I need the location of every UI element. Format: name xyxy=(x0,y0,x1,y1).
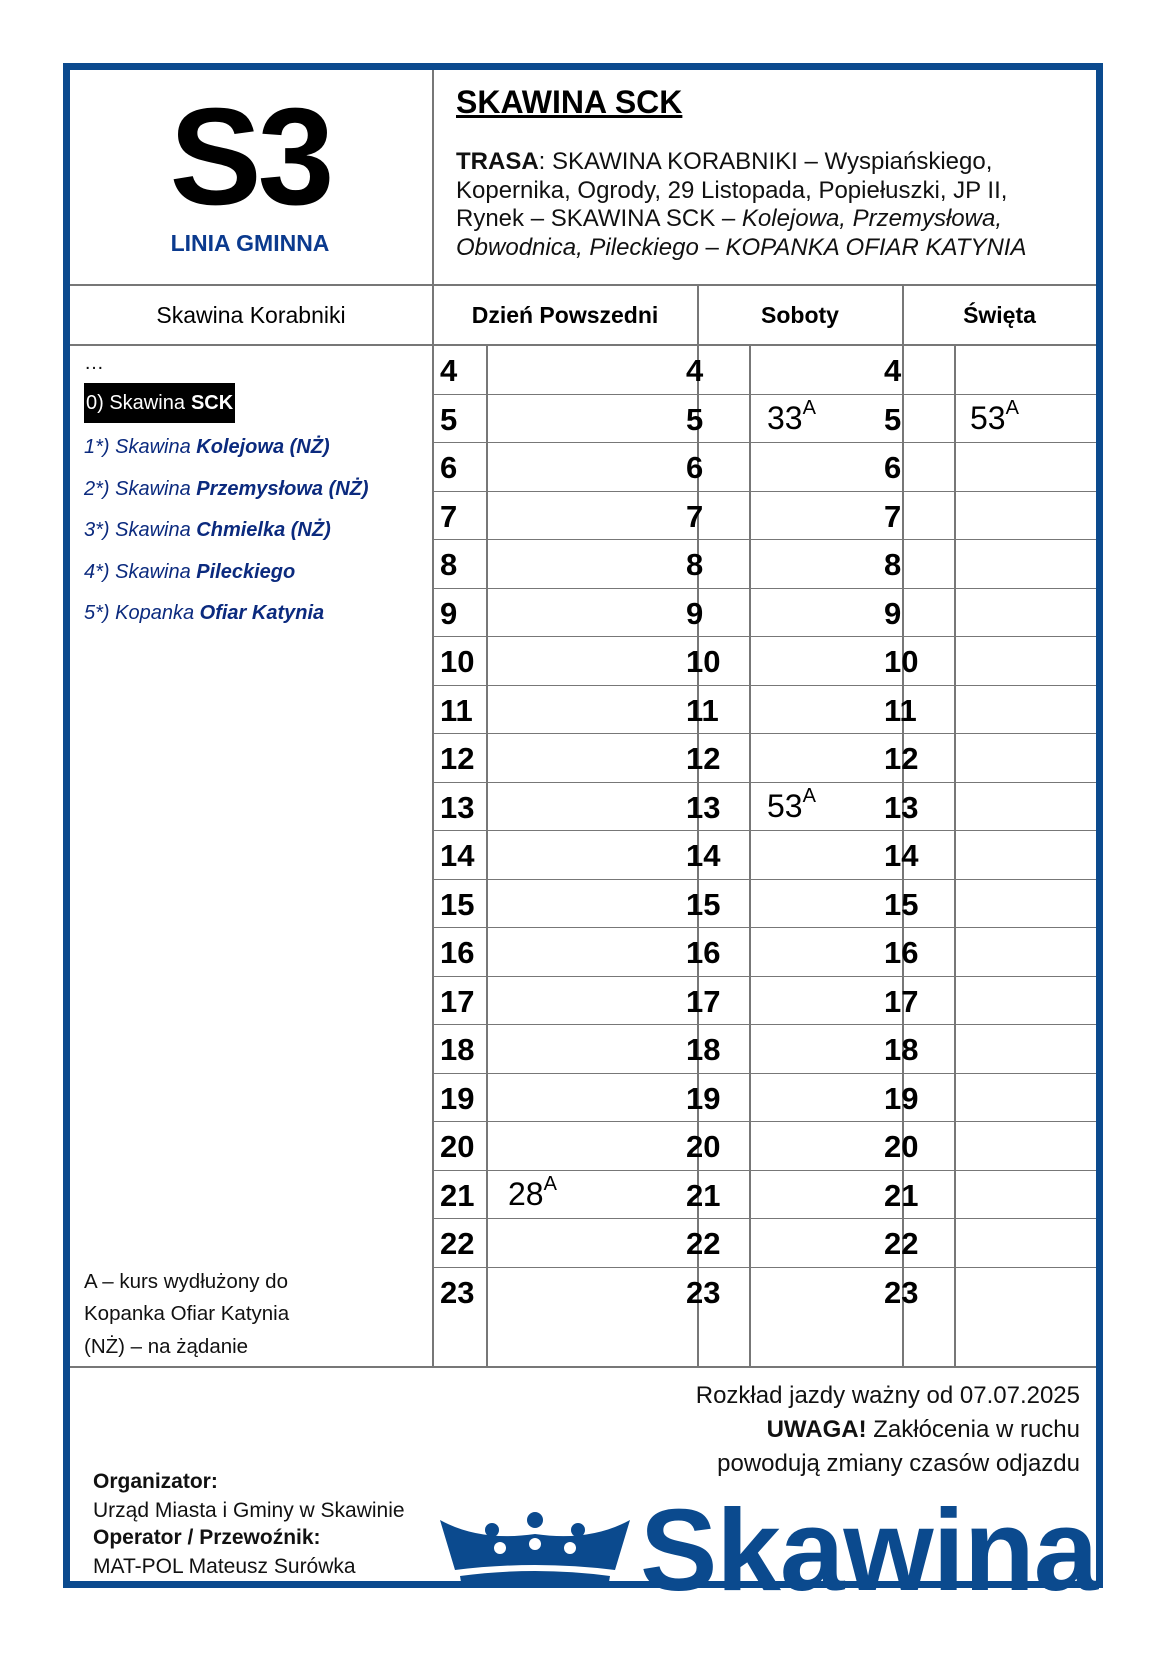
hour-saturday: 6 xyxy=(686,450,704,485)
hour-weekday: 21 xyxy=(440,1177,475,1213)
stop-item: 5*) Kopanka Ofiar Katynia xyxy=(84,602,325,624)
hour-saturday: 5 xyxy=(686,401,704,437)
hour-saturday: 19 xyxy=(686,1080,721,1116)
valid-from: Rozkład jazdy ważny od 07.07.2025 xyxy=(695,1382,1080,1409)
hour-weekday: 15 xyxy=(440,886,475,922)
column-saturday: Soboty xyxy=(761,301,839,328)
hour-holiday: 10 xyxy=(884,644,919,679)
city-logo-text: Skawina xyxy=(640,1485,1098,1615)
hour-weekday: 12 xyxy=(440,741,475,776)
hour-holiday: 15 xyxy=(884,886,919,922)
hour-holiday: 9 xyxy=(884,595,902,631)
hour-holiday: 22 xyxy=(884,1226,919,1261)
hour-holiday: 16 xyxy=(884,935,919,970)
hour-holiday: 19 xyxy=(884,1080,919,1116)
hour-weekday: 16 xyxy=(440,935,475,970)
route-line-2: Kopernika, Ogrody, 29 Listopada, Popiełuszki, JP II, xyxy=(456,176,1008,204)
hour-saturday: 20 xyxy=(686,1129,721,1164)
stop-item: 2*) Skawina Przemysłowa (NŻ) xyxy=(84,477,369,500)
hour-weekday: 18 xyxy=(440,1032,475,1067)
column-holiday: Święta xyxy=(963,301,1036,328)
hour-holiday: 7 xyxy=(884,498,902,534)
hour-saturday: 4 xyxy=(686,353,704,388)
hour-holiday: 5 xyxy=(884,401,902,437)
hour-saturday: 18 xyxy=(686,1032,721,1067)
hour-saturday: 11 xyxy=(686,692,719,728)
legend-line-3: (NŻ) – na żądanie xyxy=(84,1335,249,1358)
hour-weekday: 13 xyxy=(440,789,475,825)
hour-weekday: 22 xyxy=(440,1226,475,1261)
route-line-1: : SKAWINA KORABNIKI – Wyspiańskiego, xyxy=(538,148,993,175)
row-divider xyxy=(433,927,1096,928)
hour-holiday: 21 xyxy=(884,1177,919,1213)
hour-holiday: 18 xyxy=(884,1032,919,1067)
hour-saturday: 10 xyxy=(686,644,721,679)
divider xyxy=(486,344,488,1366)
hour-weekday: 4 xyxy=(440,353,458,388)
legend-line-1: A – kurs wydłużony do xyxy=(84,1270,288,1293)
line-code: S3 xyxy=(169,80,331,234)
organizer-name: Urząd Miasta i Gminy w Skawinie xyxy=(93,1499,405,1522)
hour-saturday: 9 xyxy=(686,595,704,631)
hour-weekday: 14 xyxy=(440,838,475,873)
hour-saturday: 15 xyxy=(686,886,721,922)
hour-holiday: 8 xyxy=(884,547,902,582)
destination-title: SKAWINA SCK xyxy=(456,84,683,120)
hour-weekday: 11 xyxy=(440,692,473,728)
divider xyxy=(70,1366,1096,1368)
hour-holiday: 14 xyxy=(884,838,919,873)
row-divider xyxy=(433,685,1096,686)
hour-holiday: 13 xyxy=(884,789,919,825)
departure-weekday: $28^A$ xyxy=(508,1172,557,1212)
hour-weekday: 8 xyxy=(440,547,458,582)
hour-saturday: 23 xyxy=(686,1274,721,1310)
stop-item: 4*) Skawina Pileckiego xyxy=(84,560,296,583)
hour-weekday: 17 xyxy=(440,983,475,1019)
warning-line-1 xyxy=(767,1416,1080,1444)
row-divider xyxy=(433,1121,1096,1122)
row-divider xyxy=(433,1024,1096,1025)
row-divider xyxy=(433,442,1096,443)
operator-name: MAT-POL Mateusz Surówka xyxy=(93,1555,356,1578)
departure-saturday: $33^A$ xyxy=(767,396,816,436)
hour-saturday: 14 xyxy=(686,838,721,873)
current-stop-prefix: 0) Skawina xyxy=(86,391,185,414)
row-divider xyxy=(433,394,1096,395)
hour-saturday: 13 xyxy=(686,789,721,825)
row-divider xyxy=(433,1267,1096,1268)
hour-saturday: 7 xyxy=(686,498,704,534)
row-divider xyxy=(433,733,1096,734)
hour-holiday: 6 xyxy=(884,450,902,485)
hour-saturday: 8 xyxy=(686,547,704,582)
hour-holiday: 11 xyxy=(884,692,917,728)
warning-text: Zakłócenia w ruchu xyxy=(866,1416,1080,1443)
divider xyxy=(432,70,434,1366)
warning-line-2: powodują zmiany czasów odjazdu xyxy=(717,1450,1080,1477)
route-description xyxy=(456,148,1076,262)
hour-weekday: 5 xyxy=(440,401,458,437)
row-divider xyxy=(433,976,1096,977)
departure-saturday: $53^A$ xyxy=(767,784,816,824)
row-divider xyxy=(433,1170,1096,1171)
route-line-3: Rynek – SKAWINA SCK – Kolejowa, Przemysłowa, xyxy=(456,205,1002,232)
hour-holiday: 17 xyxy=(884,983,919,1019)
stop-header: Skawina Korabniki xyxy=(156,301,346,328)
line-type: LINIA GMINNA xyxy=(170,230,330,256)
row-divider xyxy=(433,539,1096,540)
route-line-4: Obwodnica, Pileckiego – KOPANKA OFIAR KATYNIA xyxy=(456,233,1027,261)
hour-weekday: 19 xyxy=(440,1080,475,1116)
organizer-label: Organizator: xyxy=(93,1470,218,1493)
hour-holiday: 4 xyxy=(884,353,902,388)
departure-holiday: $53^A$ xyxy=(970,396,1019,436)
operator-label: Operator / Przewoźnik: xyxy=(93,1526,321,1549)
hour-holiday: 23 xyxy=(884,1274,919,1310)
hour-saturday: 21 xyxy=(686,1177,721,1213)
hour-weekday: 6 xyxy=(440,450,458,485)
row-divider xyxy=(433,588,1096,589)
row-divider xyxy=(433,636,1096,637)
current-stop xyxy=(84,383,235,423)
hour-weekday: 23 xyxy=(440,1274,475,1310)
stops-ellipsis: … xyxy=(84,352,104,374)
current-stop-name: SCK xyxy=(190,391,234,414)
stop-item: 3*) Skawina Chmielka (NŻ) xyxy=(84,519,331,541)
row-divider xyxy=(433,830,1096,831)
hour-saturday: 22 xyxy=(686,1226,721,1261)
divider xyxy=(954,344,956,1366)
hour-weekday: 10 xyxy=(440,644,475,679)
column-weekday: Dzień Powszedni xyxy=(471,301,659,328)
hour-saturday: 17 xyxy=(686,983,721,1019)
legend-line-2: Kopanka Ofiar Katynia xyxy=(84,1302,290,1325)
hour-weekday: 7 xyxy=(440,498,458,534)
hour-weekday: 20 xyxy=(440,1129,475,1164)
divider xyxy=(749,344,751,1366)
row-divider xyxy=(433,1218,1096,1219)
row-divider xyxy=(433,782,1096,783)
hour-holiday: 20 xyxy=(884,1129,919,1164)
hour-holiday: 12 xyxy=(884,741,919,776)
stop-item: 1*) Skawina Kolejowa (NŻ) xyxy=(84,436,330,458)
warning-label: UWAGA! xyxy=(766,1416,867,1443)
route-label: TRASA xyxy=(456,148,539,175)
row-divider xyxy=(433,1073,1096,1074)
hour-saturday: 12 xyxy=(686,741,721,776)
row-divider xyxy=(433,491,1096,492)
hour-weekday: 9 xyxy=(440,595,458,631)
row-divider xyxy=(433,879,1096,880)
hour-saturday: 16 xyxy=(686,935,721,970)
crown-logo-icon xyxy=(440,1510,630,1590)
